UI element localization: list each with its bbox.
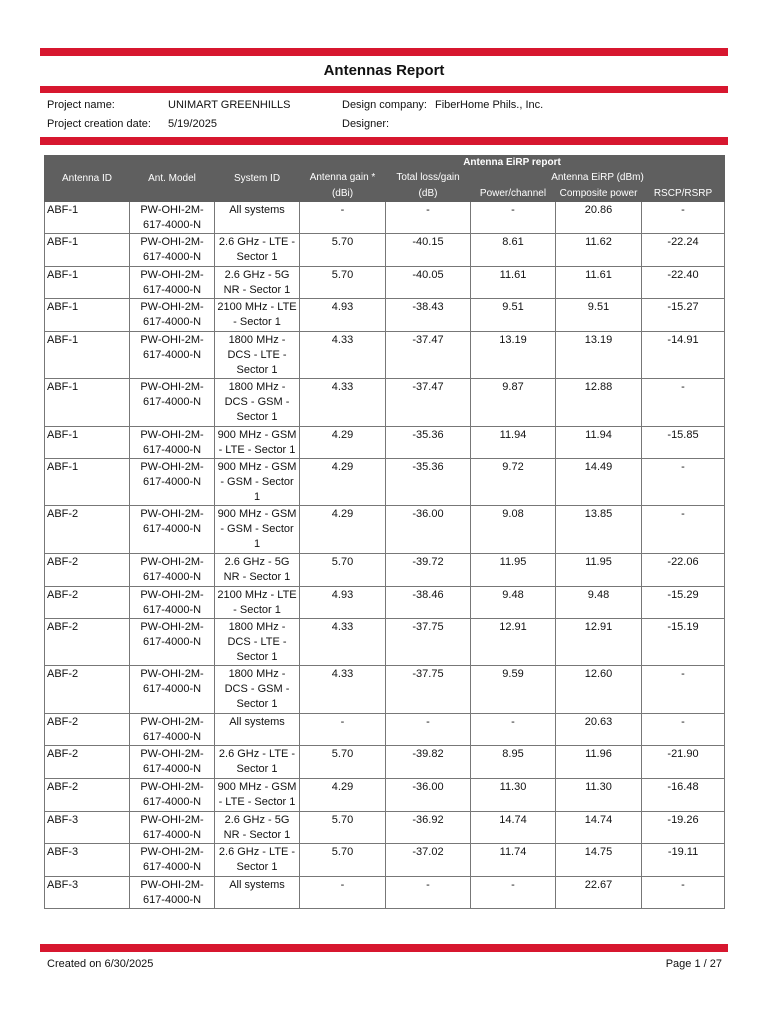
total-loss-cell: -36.92 xyxy=(386,812,471,844)
ant-model-cell: PW-OHI-2M-617-4000-N xyxy=(130,267,215,299)
power-channel-cell: 8.61 xyxy=(471,234,556,267)
antenna-gain-cell: 4.33 xyxy=(300,379,386,427)
antenna-gain-cell: - xyxy=(300,202,386,234)
system-id-cell: All systems xyxy=(215,202,300,234)
col-system-id: System ID xyxy=(215,156,300,202)
power-channel-cell: - xyxy=(471,714,556,746)
table-row xyxy=(45,746,725,779)
rscp-rsrp-cell: - xyxy=(642,379,725,427)
system-id-cell: 2100 MHz - LTE - Sector 1 xyxy=(215,587,300,619)
composite-power-cell: 14.74 xyxy=(556,812,642,844)
power-channel-cell: 11.30 xyxy=(471,779,556,812)
antenna-id-cell: ABF-1 xyxy=(45,234,130,267)
composite-power-cell: 12.91 xyxy=(556,619,642,666)
antenna-gain-cell: 4.29 xyxy=(300,427,386,459)
system-id-cell: 2100 MHz - LTE - Sector 1 xyxy=(215,299,300,332)
ant-model-cell: PW-OHI-2M-617-4000-N xyxy=(130,779,215,812)
table-row xyxy=(45,619,725,666)
antenna-gain-cell: 4.29 xyxy=(300,506,386,554)
total-loss-cell: -40.15 xyxy=(386,234,471,267)
table-row xyxy=(45,554,725,587)
composite-power-cell: 11.94 xyxy=(556,427,642,459)
power-channel-cell: 11.95 xyxy=(471,554,556,587)
project-name: UNIMART GREENHILLS xyxy=(168,99,291,111)
eirp-group-header: Antenna EiRP report xyxy=(300,156,725,171)
composite-power-cell: 11.96 xyxy=(556,746,642,779)
system-id-cell: 900 MHz - GSM - GSM - Sector 1 xyxy=(215,459,300,506)
power-channel-cell: 9.59 xyxy=(471,666,556,714)
table-row xyxy=(45,267,725,299)
ant-model-cell: PW-OHI-2M-617-4000-N xyxy=(130,202,215,234)
footer-created: Created on 6/30/2025 xyxy=(47,958,154,970)
rscp-rsrp-cell: -22.40 xyxy=(642,267,725,299)
antenna-gain-cell: 4.33 xyxy=(300,666,386,714)
rscp-rsrp-cell: - xyxy=(642,666,725,714)
antenna-id-cell: ABF-1 xyxy=(45,459,130,506)
total-loss-cell: -37.47 xyxy=(386,332,471,379)
ant-model-cell: PW-OHI-2M-617-4000-N xyxy=(130,619,215,666)
designer-label: Designer: xyxy=(342,118,390,130)
system-id-cell: 2.6 GHz - 5G NR - Sector 1 xyxy=(215,267,300,299)
composite-power-cell: 11.95 xyxy=(556,554,642,587)
total-loss-cell: -37.75 xyxy=(386,619,471,666)
composite-power-cell: 14.75 xyxy=(556,844,642,877)
composite-power-cell: 12.88 xyxy=(556,379,642,427)
antenna-gain-cell: 4.93 xyxy=(300,587,386,619)
antenna-id-cell: ABF-3 xyxy=(45,844,130,877)
ant-model-cell: PW-OHI-2M-617-4000-N xyxy=(130,234,215,267)
table-row xyxy=(45,427,725,459)
total-loss-cell: -35.36 xyxy=(386,427,471,459)
top-rule xyxy=(40,48,728,56)
table-row xyxy=(45,587,725,619)
rscp-rsrp-cell: - xyxy=(642,202,725,234)
table-row xyxy=(45,779,725,812)
system-id-cell: 2.6 GHz - LTE - Sector 1 xyxy=(215,234,300,267)
composite-power-cell: 9.51 xyxy=(556,299,642,332)
table-row xyxy=(45,234,725,267)
col-total-loss-unit: (dB) xyxy=(386,186,471,202)
rscp-rsrp-cell: -15.85 xyxy=(642,427,725,459)
antenna-id-cell: ABF-2 xyxy=(45,506,130,554)
total-loss-cell: -39.72 xyxy=(386,554,471,587)
total-loss-cell: -38.46 xyxy=(386,587,471,619)
antenna-id-cell: ABF-1 xyxy=(45,379,130,427)
table-row xyxy=(45,459,725,506)
composite-power-cell: 13.85 xyxy=(556,506,642,554)
antenna-gain-cell: 4.93 xyxy=(300,299,386,332)
antenna-gain-cell: 5.70 xyxy=(300,234,386,267)
antenna-gain-cell: 4.29 xyxy=(300,779,386,812)
total-loss-cell: -37.02 xyxy=(386,844,471,877)
composite-power-cell: 20.63 xyxy=(556,714,642,746)
antenna-id-cell: ABF-2 xyxy=(45,619,130,666)
rscp-rsrp-cell: - xyxy=(642,714,725,746)
power-channel-cell: - xyxy=(471,877,556,909)
table-row xyxy=(45,666,725,714)
antenna-id-cell: ABF-3 xyxy=(45,812,130,844)
antenna-id-cell: ABF-2 xyxy=(45,666,130,714)
rscp-rsrp-cell: -22.24 xyxy=(642,234,725,267)
table-row xyxy=(45,332,725,379)
antenna-gain-cell: 5.70 xyxy=(300,267,386,299)
table-row xyxy=(45,812,725,844)
power-channel-cell: 9.87 xyxy=(471,379,556,427)
power-channel-cell: 14.74 xyxy=(471,812,556,844)
composite-power-cell: 13.19 xyxy=(556,332,642,379)
power-channel-cell: 9.48 xyxy=(471,587,556,619)
antenna-id-cell: ABF-2 xyxy=(45,554,130,587)
composite-power-cell: 14.49 xyxy=(556,459,642,506)
power-channel-cell: - xyxy=(471,202,556,234)
total-loss-cell: -38.43 xyxy=(386,299,471,332)
col-power-channel: Power/channel xyxy=(471,186,556,202)
power-channel-cell: 11.61 xyxy=(471,267,556,299)
composite-power-cell: 12.60 xyxy=(556,666,642,714)
power-channel-cell: 11.94 xyxy=(471,427,556,459)
rscp-rsrp-cell: -21.90 xyxy=(642,746,725,779)
composite-power-cell: 20.86 xyxy=(556,202,642,234)
system-id-cell: All systems xyxy=(215,714,300,746)
col-total-loss: Total loss/gain xyxy=(386,171,471,186)
composite-power-cell: 11.30 xyxy=(556,779,642,812)
page-title: Antennas Report xyxy=(323,62,445,79)
antenna-id-cell: ABF-1 xyxy=(45,332,130,379)
rscp-rsrp-cell: - xyxy=(642,877,725,909)
meta-rule xyxy=(40,137,728,145)
rscp-rsrp-cell: -14.91 xyxy=(642,332,725,379)
system-id-cell: 2.6 GHz - 5G NR - Sector 1 xyxy=(215,812,300,844)
system-id-cell: 900 MHz - GSM - LTE - Sector 1 xyxy=(215,427,300,459)
antenna-id-cell: ABF-1 xyxy=(45,299,130,332)
col-composite-power: Composite power xyxy=(556,186,642,202)
antenna-gain-cell: - xyxy=(300,714,386,746)
system-id-cell: 1800 MHz - DCS - LTE - Sector 1 xyxy=(215,332,300,379)
total-loss-cell: -37.47 xyxy=(386,379,471,427)
power-channel-cell: 13.19 xyxy=(471,332,556,379)
total-loss-cell: -36.00 xyxy=(386,506,471,554)
antenna-gain-cell: 4.33 xyxy=(300,619,386,666)
total-loss-cell: -37.75 xyxy=(386,666,471,714)
rscp-rsrp-cell: - xyxy=(642,459,725,506)
antenna-id-cell: ABF-3 xyxy=(45,877,130,909)
rscp-rsrp-cell: -16.48 xyxy=(642,779,725,812)
table-row xyxy=(45,506,725,554)
ant-model-cell: PW-OHI-2M-617-4000-N xyxy=(130,299,215,332)
col-antenna-id: Antenna ID xyxy=(45,156,130,202)
total-loss-cell: -36.00 xyxy=(386,779,471,812)
antenna-gain-cell: 5.70 xyxy=(300,844,386,877)
col-rscp-rsrp: RSCP/RSRP xyxy=(642,186,725,202)
power-channel-cell: 9.72 xyxy=(471,459,556,506)
ant-model-cell: PW-OHI-2M-617-4000-N xyxy=(130,379,215,427)
table-row xyxy=(45,299,725,332)
antenna-id-cell: ABF-2 xyxy=(45,746,130,779)
total-loss-cell: - xyxy=(386,714,471,746)
rscp-rsrp-cell: -15.27 xyxy=(642,299,725,332)
ant-model-cell: PW-OHI-2M-617-4000-N xyxy=(130,877,215,909)
system-id-cell: 1800 MHz - DCS - GSM - Sector 1 xyxy=(215,666,300,714)
col-antenna-gain-unit: (dBi) xyxy=(300,186,386,202)
system-id-cell: 900 MHz - GSM - GSM - Sector 1 xyxy=(215,506,300,554)
antenna-gain-cell: 4.29 xyxy=(300,459,386,506)
table-row xyxy=(45,714,725,746)
col-ant-model: Ant. Model xyxy=(130,156,215,202)
rscp-rsrp-cell: -15.29 xyxy=(642,587,725,619)
power-channel-cell: 9.08 xyxy=(471,506,556,554)
ant-model-cell: PW-OHI-2M-617-4000-N xyxy=(130,554,215,587)
rscp-rsrp-cell: -19.26 xyxy=(642,812,725,844)
design-company: FiberHome Phils., Inc. xyxy=(435,99,544,111)
rscp-rsrp-cell: -15.19 xyxy=(642,619,725,666)
table-row xyxy=(45,844,725,877)
ant-model-cell: PW-OHI-2M-617-4000-N xyxy=(130,587,215,619)
footer-page-number: Page 1 / 27 xyxy=(665,958,722,970)
composite-power-cell: 9.48 xyxy=(556,587,642,619)
antenna-gain-cell: 5.70 xyxy=(300,812,386,844)
col-antenna-gain: Antenna gain * xyxy=(300,171,386,186)
system-id-cell: 2.6 GHz - LTE - Sector 1 xyxy=(215,746,300,779)
antenna-id-cell: ABF-2 xyxy=(45,714,130,746)
antenna-id-cell: ABF-2 xyxy=(45,779,130,812)
system-id-cell: 900 MHz - GSM - LTE - Sector 1 xyxy=(215,779,300,812)
table-row xyxy=(45,202,725,234)
table-row xyxy=(45,877,725,909)
antenna-gain-cell: 5.70 xyxy=(300,554,386,587)
rscp-rsrp-cell: -22.06 xyxy=(642,554,725,587)
ant-model-cell: PW-OHI-2M-617-4000-N xyxy=(130,844,215,877)
total-loss-cell: -39.82 xyxy=(386,746,471,779)
ant-model-cell: PW-OHI-2M-617-4000-N xyxy=(130,332,215,379)
power-channel-cell: 9.51 xyxy=(471,299,556,332)
ant-model-cell: PW-OHI-2M-617-4000-N xyxy=(130,427,215,459)
ant-model-cell: PW-OHI-2M-617-4000-N xyxy=(130,746,215,779)
system-id-cell: All systems xyxy=(215,877,300,909)
system-id-cell: 2.6 GHz - LTE - Sector 1 xyxy=(215,844,300,877)
ant-model-cell: PW-OHI-2M-617-4000-N xyxy=(130,506,215,554)
total-loss-cell: -40.05 xyxy=(386,267,471,299)
system-id-cell: 1800 MHz - DCS - GSM - Sector 1 xyxy=(215,379,300,427)
antenna-gain-cell: 5.70 xyxy=(300,746,386,779)
antenna-eirp-table xyxy=(44,155,725,909)
total-loss-cell: - xyxy=(386,877,471,909)
system-id-cell: 1800 MHz - DCS - LTE - Sector 1 xyxy=(215,619,300,666)
power-channel-cell: 8.95 xyxy=(471,746,556,779)
ant-model-cell: PW-OHI-2M-617-4000-N xyxy=(130,812,215,844)
power-channel-cell: 11.74 xyxy=(471,844,556,877)
antenna-id-cell: ABF-1 xyxy=(45,202,130,234)
antenna-gain-cell: 4.33 xyxy=(300,332,386,379)
antenna-id-cell: ABF-2 xyxy=(45,587,130,619)
ant-model-cell: PW-OHI-2M-617-4000-N xyxy=(130,714,215,746)
project-date: 5/19/2025 xyxy=(168,118,217,130)
table-row xyxy=(45,379,725,427)
antenna-gain-cell: - xyxy=(300,877,386,909)
footer-rule xyxy=(40,944,728,952)
antenna-id-cell: ABF-1 xyxy=(45,427,130,459)
ant-model-cell: PW-OHI-2M-617-4000-N xyxy=(130,459,215,506)
composite-power-cell: 22.67 xyxy=(556,877,642,909)
project-date-label: Project creation date: xyxy=(47,118,151,130)
rscp-rsrp-cell: - xyxy=(642,506,725,554)
system-id-cell: 2.6 GHz - 5G NR - Sector 1 xyxy=(215,554,300,587)
rscp-rsrp-cell: -19.11 xyxy=(642,844,725,877)
total-loss-cell: - xyxy=(386,202,471,234)
eirp-dbm-header: Antenna EiRP (dBm) xyxy=(471,171,725,186)
title-rule xyxy=(40,86,728,93)
design-company-label: Design company: xyxy=(342,99,427,111)
ant-model-cell: PW-OHI-2M-617-4000-N xyxy=(130,666,215,714)
project-name-label: Project name: xyxy=(47,99,115,111)
antenna-id-cell: ABF-1 xyxy=(45,267,130,299)
total-loss-cell: -35.36 xyxy=(386,459,471,506)
composite-power-cell: 11.61 xyxy=(556,267,642,299)
power-channel-cell: 12.91 xyxy=(471,619,556,666)
composite-power-cell: 11.62 xyxy=(556,234,642,267)
